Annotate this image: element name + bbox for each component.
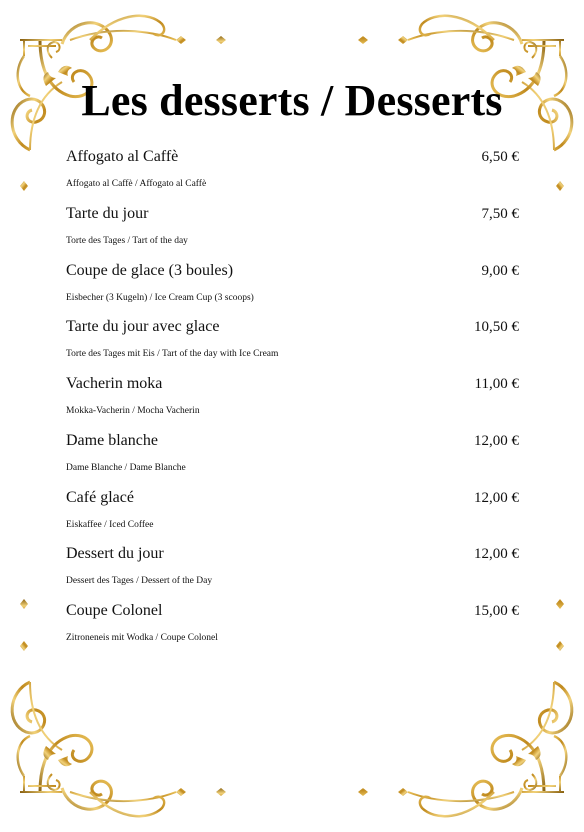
item-price: 6,50 € (481, 149, 519, 165)
list-item (66, 600, 519, 657)
item-price: 12,00 € (474, 546, 519, 563)
item-name: Tarte du jour (66, 204, 149, 222)
item-description: Mokka-Vacherin / Mocha Vacherin (66, 406, 200, 416)
item-name: Coupe de glace (3 boules) (66, 261, 234, 279)
item-description: Torte des Tages / Tart of the day (66, 235, 188, 246)
item-name: Café glacé (66, 488, 134, 506)
item-description: Torte des Tages mit Eis / Tart of the day with Ice Cream (66, 349, 279, 360)
item-price: 12,00 € (474, 489, 519, 506)
item-description: Dame Blanche / Dame Blanche (66, 462, 186, 473)
item-description: Eiskaffee / Iced Coffee (66, 519, 154, 530)
item-description: Zitroneneis mit Wodka / Coupe Colonel (66, 633, 218, 643)
menu-title: Les desserts / Desserts (81, 76, 503, 125)
list-item (66, 146, 519, 203)
item-price: 12,00 € (474, 432, 519, 449)
list-item (66, 260, 519, 317)
list-item (66, 487, 519, 544)
item-description: Eisbecher (3 Kugeln) / Ice Cream Cup (3 scoops) (66, 292, 254, 303)
item-name: Dame blanche (66, 431, 158, 449)
item-description: Dessert des Tages / Dessert of the Day (66, 576, 213, 587)
item-price: 11,00 € (474, 376, 519, 392)
item-name: Affogato al Caffè (66, 148, 179, 165)
list-item (66, 203, 519, 260)
list-item (66, 430, 519, 487)
item-price: 10,50 € (474, 319, 519, 336)
item-name: Tarte du jour avec glace (66, 318, 220, 336)
list-item (66, 316, 519, 373)
item-name: Coupe Colonel (66, 602, 163, 619)
list-item (66, 543, 519, 600)
dessert-list (66, 146, 519, 657)
item-price: 15,00 € (474, 603, 519, 619)
list-item (66, 373, 519, 430)
item-price: 9,00 € (481, 262, 519, 279)
item-description: Affogato al Caffè / Affogato al Caffè (66, 179, 207, 189)
item-name: Dessert du jour (66, 545, 164, 563)
item-price: 7,50 € (481, 205, 519, 222)
item-name: Vacherin moka (66, 375, 163, 392)
